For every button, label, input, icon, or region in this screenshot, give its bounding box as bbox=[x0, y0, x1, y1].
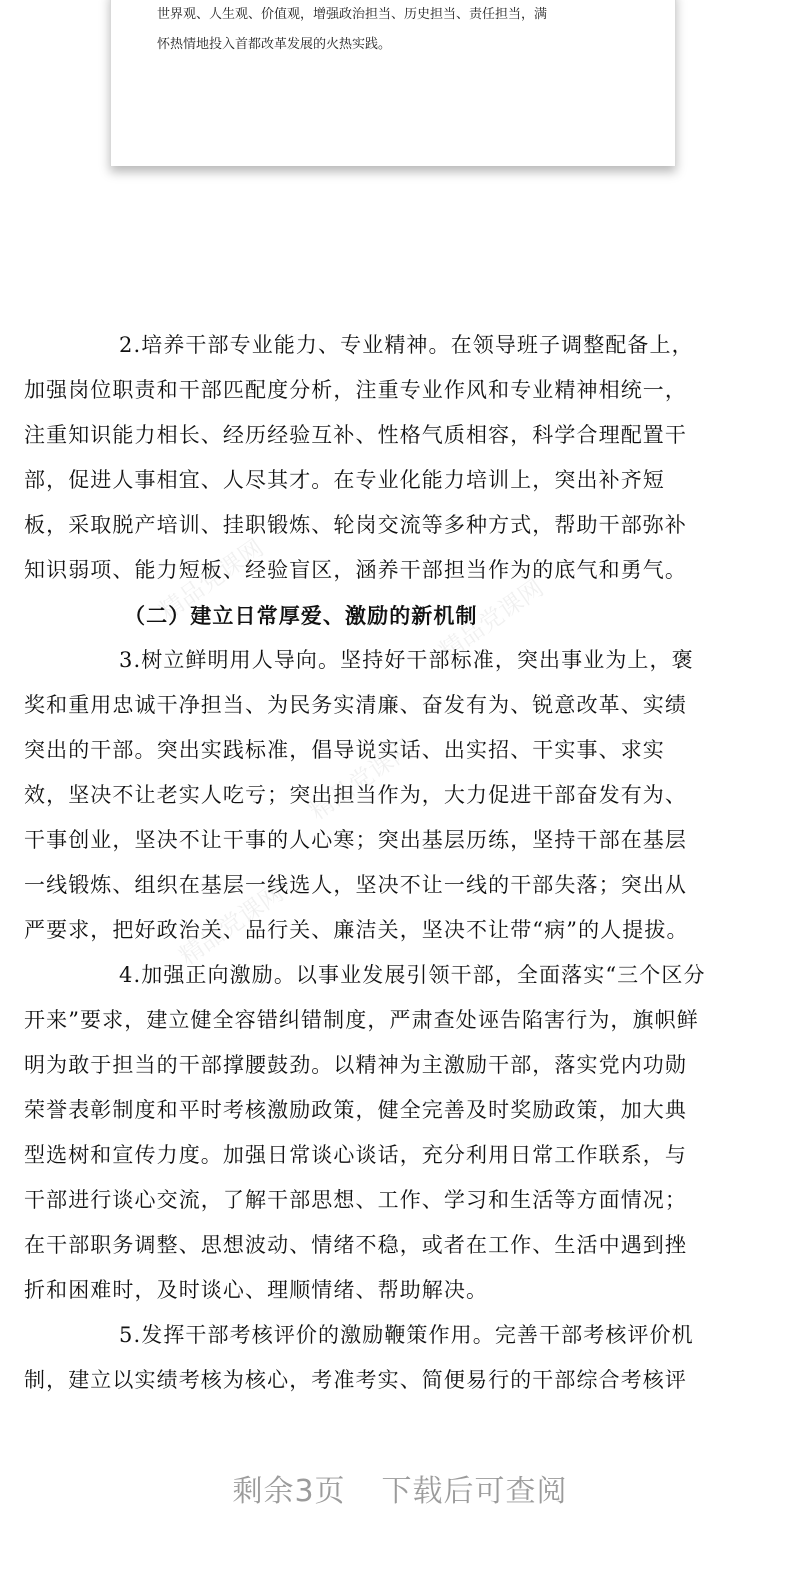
paragraph-line: 注重知识能力相长、经历经验互补、性格气质相容，科学合理配置干 bbox=[24, 423, 687, 447]
card-line: 世界观、人生观、价值观，增强政治担当、历史担当、责任担当，满 bbox=[157, 7, 548, 22]
document-body bbox=[24, 323, 769, 1403]
download-to-view-label: 下载后可查阅 bbox=[381, 1474, 568, 1509]
paragraph-line: 知识弱项、能力短板、经验盲区，涵养干部担当作为的底气和勇气。 bbox=[24, 558, 687, 582]
paragraph-line: 板，采取脱产培训、挂职锻炼、轮岗交流等多种方式，帮助干部弥补 bbox=[24, 513, 687, 537]
paragraph-line: 明为敢于担当的干部撑腰鼓劲。以精神为主激励干部，落实党内功勋 bbox=[24, 1053, 687, 1077]
paragraph-line: 制，建立以实绩考核为核心，考准考实、简便易行的干部综合考核评 bbox=[24, 1368, 687, 1392]
download-prompt[interactable] bbox=[0, 1466, 800, 1510]
paragraph-line: 加强岗位职责和干部匹配度分析，注重专业作风和专业精神相统一， bbox=[24, 378, 687, 402]
paragraph-line: 在干部职务调整、思想波动、情绪不稳，或者在工作、生活中遇到挫 bbox=[24, 1233, 687, 1257]
paragraph-line: 折和困难时，及时谈心、理顺情绪、帮助解决。 bbox=[24, 1278, 489, 1302]
paragraph-line: 3.树立鲜明用人导向。坚持好干部标准，突出事业为上，褒 bbox=[119, 648, 694, 672]
paragraph-line: 干事创业，坚决不让干事的人心寒；突出基层历练，坚持干部在基层 bbox=[24, 828, 687, 852]
paragraph-line: 效，坚决不让老实人吃亏；突出担当作为，大力促进干部奋发有为、 bbox=[24, 783, 687, 807]
watermark-text: 精品党课网 bbox=[304, 733, 419, 826]
section-heading: （二）建立日常厚爱、激励的新机制 bbox=[124, 603, 478, 628]
card-line: 怀热情地投入首都改革发展的火热实践。 bbox=[157, 37, 392, 52]
remaining-pages-label: 剩余3页 bbox=[232, 1474, 346, 1509]
paragraph-line: 部，促进人事相宜、人尽其才。在专业化能力培训上，突出补齐短 bbox=[24, 468, 665, 492]
paragraph-line: 2.培养干部专业能力、专业精神。在领导班子调整配备上， bbox=[119, 333, 694, 357]
paragraph-line: 一线锻炼、组织在基层一线选人，坚决不让一线的干部失落；突出从 bbox=[24, 873, 687, 897]
paragraph-line: 突出的干部。突出实践标准，倡导说实话、出实招、干实事、求实 bbox=[24, 738, 665, 762]
watermark-text: 精品党课网 bbox=[174, 878, 289, 971]
previous-page-preview bbox=[110, 0, 676, 166]
watermark-text: 精品党课网 bbox=[434, 573, 549, 666]
paragraph-line: 开来”要求，建立健全容错纠错制度，严肃查处诬告陷害行为，旗帜鲜 bbox=[24, 1008, 699, 1032]
paragraph-line: 5.发挥干部考核评价的激励鞭策作用。完善干部考核评价机 bbox=[119, 1323, 694, 1347]
previous-page-text bbox=[157, 0, 637, 60]
paragraph-line: 干部进行谈心交流，了解干部思想、工作、学习和生活等方面情况； bbox=[24, 1188, 687, 1212]
paragraph-line: 严要求，把好政治关、品行关、廉洁关，坚决不让带“病”的人提拔。 bbox=[24, 918, 689, 942]
paragraph-line: 型选树和宣传力度。加强日常谈心谈话，充分利用日常工作联系，与 bbox=[24, 1143, 687, 1167]
paragraph-line: 奖和重用忠诚干净担当、为民务实清廉、奋发有为、锐意改革、实绩 bbox=[24, 693, 687, 717]
paragraph-line: 4.加强正向激励。以事业发展引领干部，全面落实“三个区分 bbox=[119, 963, 706, 987]
paragraph-line: 荣誉表彰制度和平时考核激励政策，健全完善及时奖励政策，加大典 bbox=[24, 1098, 687, 1122]
watermark-text: 精品党课网 bbox=[154, 533, 269, 626]
